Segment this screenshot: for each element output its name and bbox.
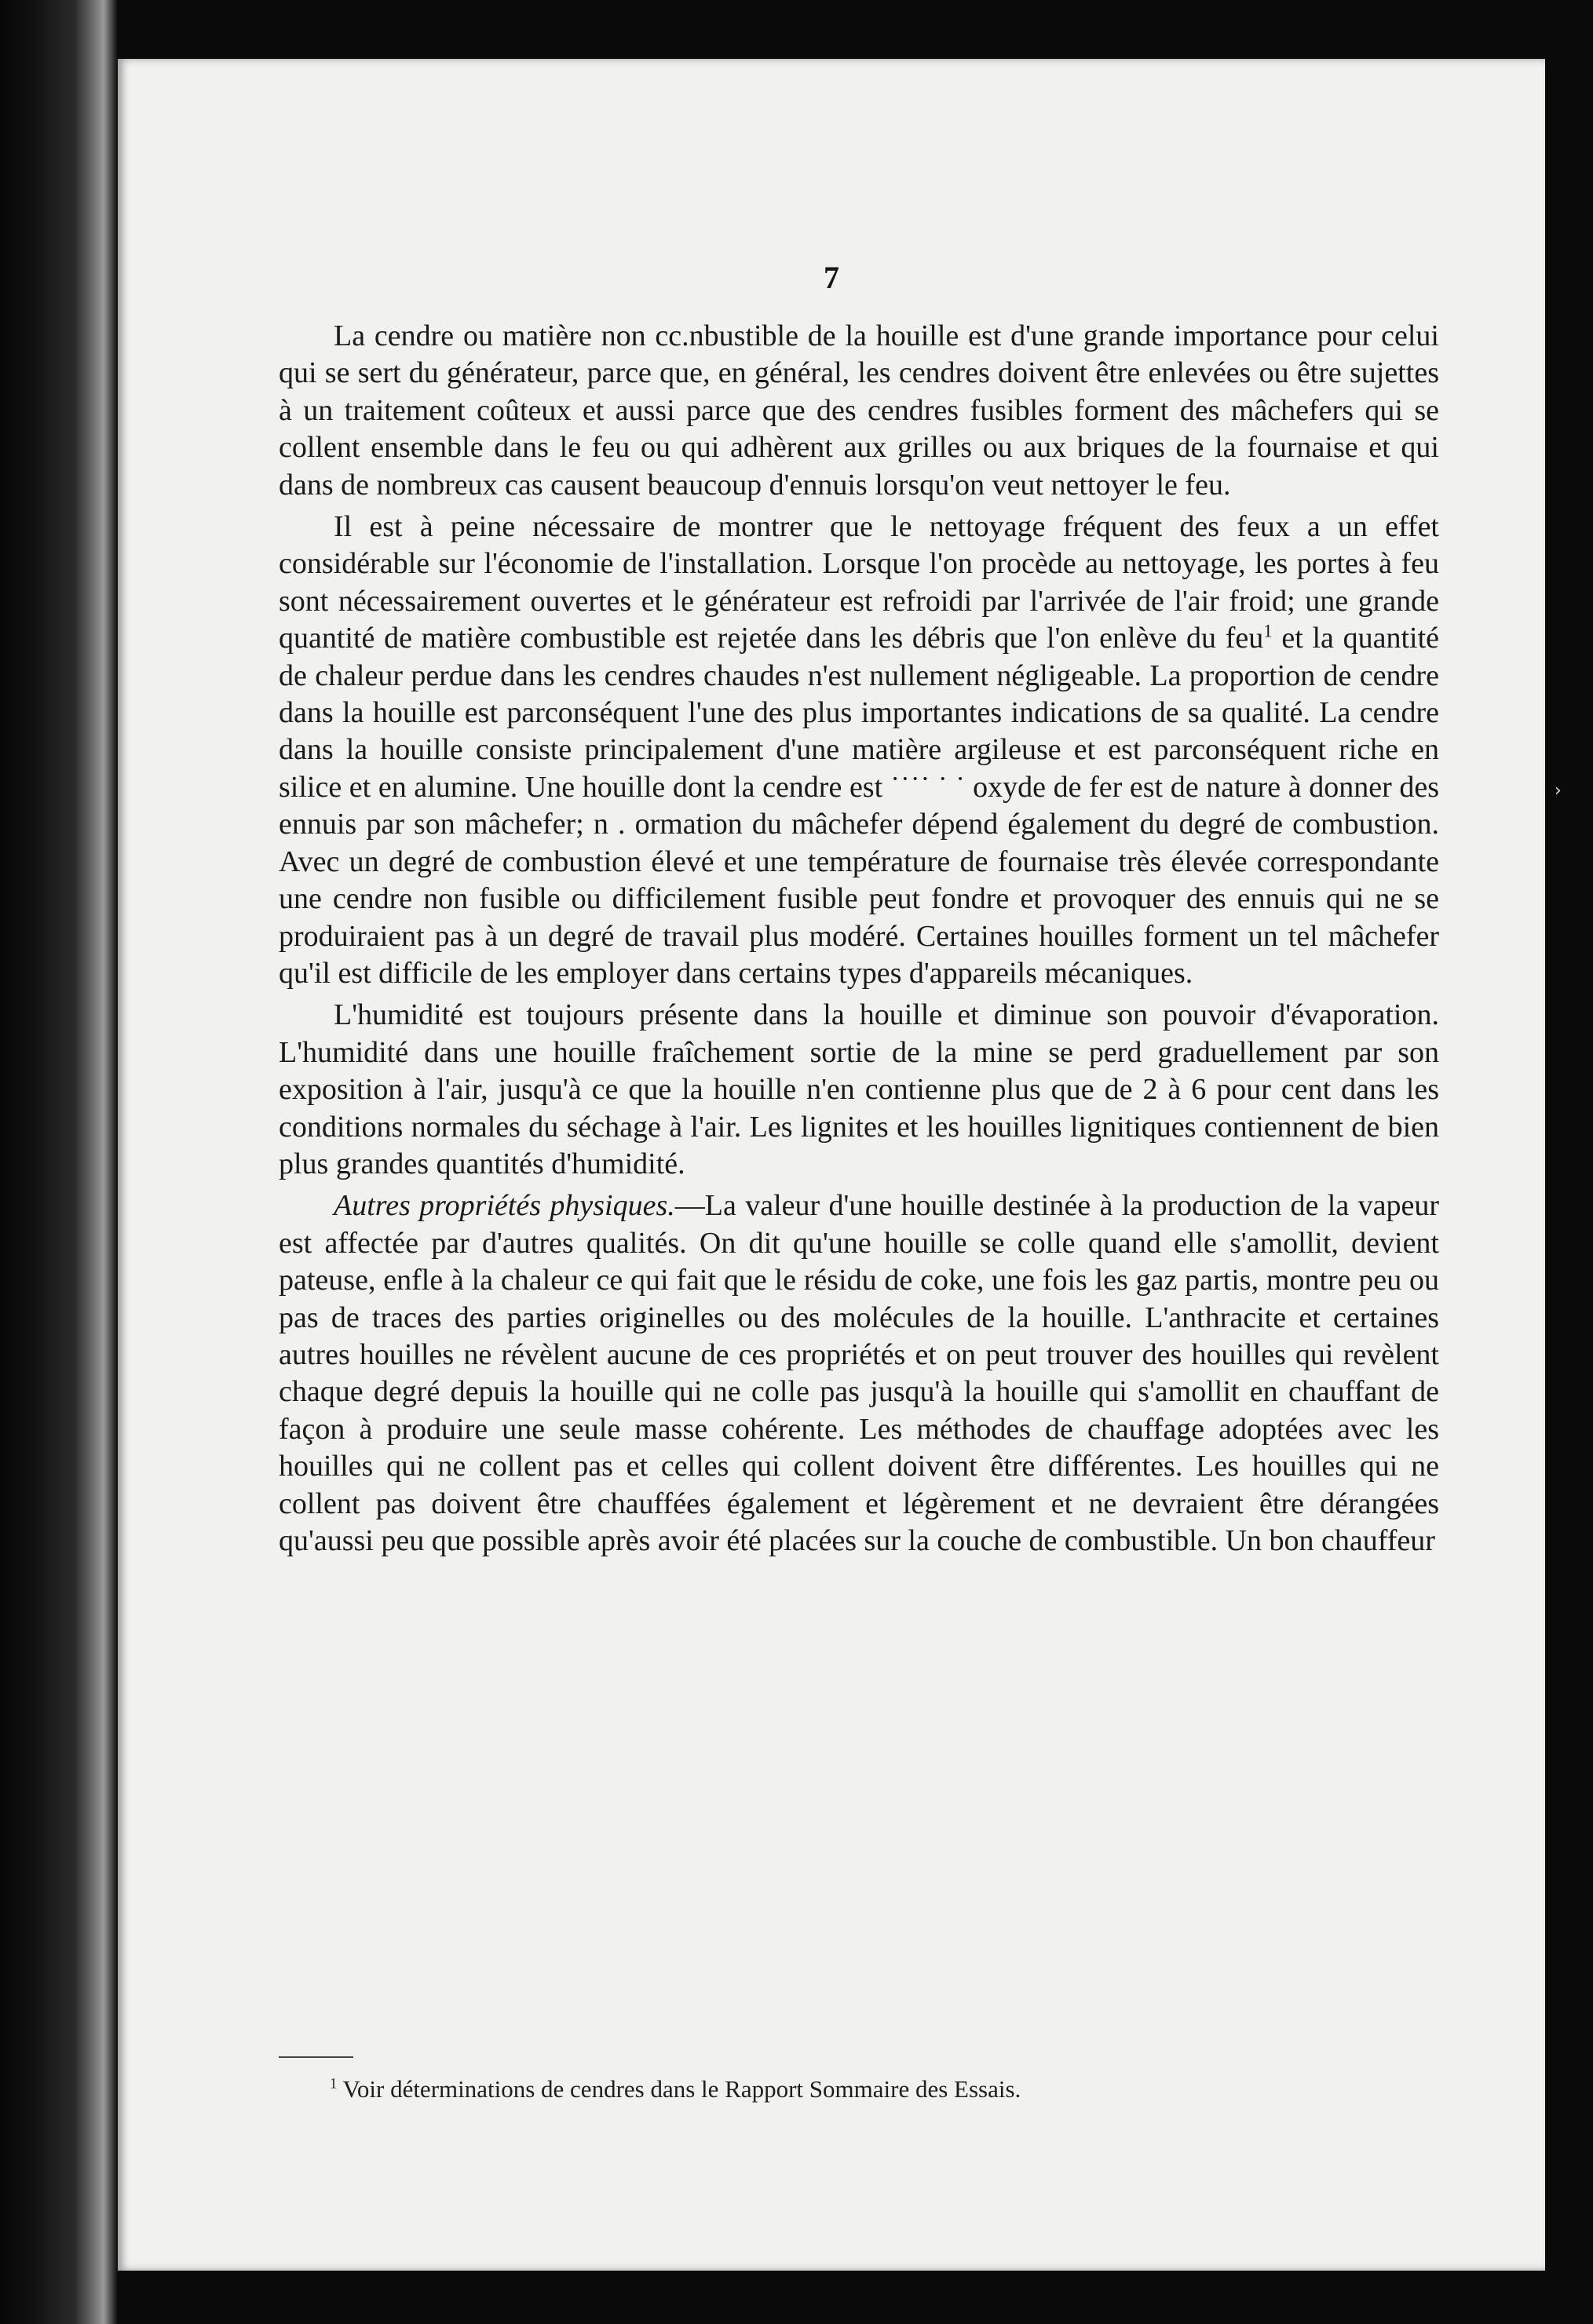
book-binding-edge (0, 0, 118, 2324)
margin-arrow-mark: › (1555, 781, 1562, 801)
paragraph-physical-properties (279, 1188, 1439, 1560)
paragraph-cleaning (279, 509, 1439, 992)
footnote-mark: 1 (330, 2075, 338, 2092)
footnote-divider (279, 2056, 353, 2058)
paragraph-cleaning-text-end: et la quantité de chaleur perdue dans les cendres chaudes n'est nullement négligeable. La proportion de cendre dans la houille est parconséquent l'une des plus importantes indications de sa qualité. La cendre dans la houille consiste principalement d'une matière argileuse et est parconséquent riche en silice et en alumine. Une houille dont la cendre est ˙˙˙˙ ˙ ˙ oxyde de fer est de nature à donner des ennuis par son mâchefer; n . ormation du mâchefer dépend également du degré de combustion. Avec un degré de combustion élevé et une température de fournaise très élevée correspondante une cendre non fusible ou difficilement fusible peut fondre et provoquer des ennuis qui ne se produiraient pas à un degré de travail plus modéré. Certaines houilles forment un tel mâchefer qu'il est difficile de les employer dans certains types d'appareils mécaniques. (279, 622, 1439, 990)
footnote (330, 2074, 1429, 2104)
paper-page (118, 59, 1545, 2271)
body-text (279, 318, 1439, 1564)
paragraph-cleaning-text-start: Il est à peine nécessaire de montrer que le nettoyage fréquent des feux a un effet considérable sur l'économie de l'installation. Lorsque l'on procède au nettoyage, les portes à feu sont nécessairement ouvertes et le générateur est refroidi par l'arrivée de l'air froid; une grande quantité de matière combustible est rejetée dans les débris que l'on enlève du feu (279, 510, 1439, 655)
footnote-text: Voir déterminations de cendres dans le Rapport Sommaire des Essais. (337, 2075, 1021, 2103)
paragraph-ash: La cendre ou matière non cc.nbustible de la houille est d'une grande importance pour celui qui se sert du générateur, parce que, en général, les cendres doivent être enlevées ou être sujettes à un traitement coûteux et aussi parce que des cendres fusibles forment des mâchefers qui se collent ensemble dans le feu ou qui adhèrent aux grilles ou aux briques de la fournaise et qui dans de nombreux cas causent beaucoup d'ennuis lorsqu'on veut nettoyer le feu. (279, 319, 1439, 502)
section-lead-italic: Autres propriétés physiques. (334, 1189, 675, 1223)
paragraph-physical-properties-text: —La valeur d'une houille destinée à la production de la vapeur est affectée par d'autres qualités. On dit qu'une houille se colle quand elle s'amollit, devient pateuse, enfle à la chaleur ce qui fait que le résidu de coke, une fois les gaz partis, montre peu ou pas de traces des parties originelles ou des molécules de la houille. L'anthracite et certaines autres houilles ne révèlent aucune de ces propriétés et on peut trouver des houilles qui revèlent chaque degré depuis la houille qui ne colle pas jusqu'à la houille qui s'amollit en chauffant de façon à produire une seule masse cohérente. Les méthodes de chauffage adoptées avec les houilles qui ne collent pas et celles qui collent doivent être différentes. Les houilles qui ne collent pas doivent être chauffées également et légèrement et ne devraient être dérangées qu'aussi peu que possible après avoir été placées sur la couche de combustible. Un bon chauffeur (279, 1189, 1439, 1557)
paragraph-moisture: L'humidité est toujours présente dans la houille et diminue son pouvoir d'évaporation. L'humidité dans une houille fraîchement sortie de la mine se perd graduellement par son exposition à l'air, jusqu'à ce que la houille n'en contienne plus que de 2 à 6 pour cent dans les conditions normales du séchage à l'air. Les lignites et les houilles lignitiques contiennent de bien plus grandes quantités d'humidité. (279, 998, 1439, 1180)
page-number: 7 (824, 260, 839, 295)
footnote-reference: 1 (1263, 621, 1273, 641)
